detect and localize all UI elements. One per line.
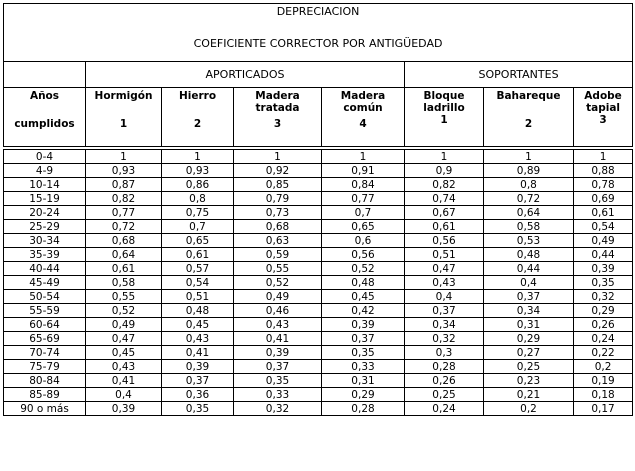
header-hormigon bbox=[86, 88, 162, 147]
table-row bbox=[4, 346, 633, 360]
coefficient-cell: 0,31 bbox=[322, 374, 405, 388]
years-cell: 90 o más bbox=[4, 402, 86, 416]
coefficient-cell: 0,28 bbox=[322, 402, 405, 416]
coefficient-cell: 0,34 bbox=[405, 318, 484, 332]
header-madera-tratada-number: 3 bbox=[273, 118, 282, 130]
coefficient-cell: 0,87 bbox=[86, 178, 162, 192]
years-cell: 35-39 bbox=[4, 248, 86, 262]
coefficient-cell: 0,93 bbox=[162, 164, 234, 178]
coefficient-cell: 0,56 bbox=[405, 234, 484, 248]
coefficient-cell: 0,32 bbox=[574, 290, 633, 304]
depreciation-table bbox=[3, 3, 633, 416]
years-cell: 75-79 bbox=[4, 360, 86, 374]
coefficient-cell: 0,48 bbox=[162, 304, 234, 318]
header-hierro-number: 2 bbox=[193, 118, 202, 130]
header-hormigon-number: 1 bbox=[119, 118, 128, 130]
coefficient-cell: 0,52 bbox=[234, 276, 322, 290]
coefficient-cell: 0,2 bbox=[574, 360, 633, 374]
years-cell: 85-89 bbox=[4, 388, 86, 402]
coefficient-cell: 0,41 bbox=[162, 346, 234, 360]
years-cell: 45-49 bbox=[4, 276, 86, 290]
coefficient-cell: 0,37 bbox=[322, 332, 405, 346]
coefficient-cell: 0,84 bbox=[322, 178, 405, 192]
table-row bbox=[4, 332, 633, 346]
coefficient-cell: 1 bbox=[234, 150, 322, 164]
years-cell: 25-29 bbox=[4, 220, 86, 234]
coefficient-cell: 0,27 bbox=[484, 346, 574, 360]
coefficient-cell: 0,48 bbox=[322, 276, 405, 290]
table-body bbox=[4, 4, 633, 416]
coefficient-cell: 0,89 bbox=[484, 164, 574, 178]
header-madera-comun-number: 4 bbox=[359, 118, 367, 130]
coefficient-cell: 0,54 bbox=[162, 276, 234, 290]
years-cell: 20-24 bbox=[4, 206, 86, 220]
coefficient-cell: 0,51 bbox=[405, 248, 484, 262]
group-aporticados: APORTICADOS bbox=[86, 62, 405, 88]
coefficient-cell: 0,25 bbox=[405, 388, 484, 402]
coefficient-cell: 0,44 bbox=[574, 248, 633, 262]
coefficient-cell: 0,24 bbox=[405, 402, 484, 416]
coefficient-cell: 0,23 bbox=[484, 374, 574, 388]
header-bloque-ladrillo-number: 1 bbox=[440, 114, 448, 126]
table-row bbox=[4, 262, 633, 276]
table-row bbox=[4, 234, 633, 248]
coefficient-cell: 0,26 bbox=[574, 318, 633, 332]
coefficient-cell: 0,49 bbox=[86, 318, 162, 332]
coefficient-cell: 0,54 bbox=[574, 220, 633, 234]
coefficient-cell: 0,61 bbox=[86, 262, 162, 276]
years-cell: 60-64 bbox=[4, 318, 86, 332]
coefficient-cell: 0,68 bbox=[86, 234, 162, 248]
coefficient-cell: 0,61 bbox=[162, 248, 234, 262]
header-bahareque-number: 2 bbox=[524, 118, 533, 130]
coefficient-cell: 0,52 bbox=[86, 304, 162, 318]
table-row bbox=[4, 374, 633, 388]
coefficient-cell: 1 bbox=[86, 150, 162, 164]
coefficient-cell: 0,74 bbox=[405, 192, 484, 206]
header-hierro bbox=[162, 88, 234, 147]
years-cell: 80-84 bbox=[4, 374, 86, 388]
coefficient-cell: 0,32 bbox=[405, 332, 484, 346]
coefficient-cell: 0,2 bbox=[484, 402, 574, 416]
years-cell: 15-19 bbox=[4, 192, 86, 206]
coefficient-cell: 0,49 bbox=[574, 234, 633, 248]
coefficient-cell: 1 bbox=[322, 150, 405, 164]
coefficient-cell: 0,28 bbox=[405, 360, 484, 374]
table-row bbox=[4, 318, 633, 332]
coefficient-cell: 0,29 bbox=[574, 304, 633, 318]
coefficient-cell: 0,65 bbox=[162, 234, 234, 248]
coefficient-cell: 0,39 bbox=[86, 402, 162, 416]
header-bahareque-label: Bahareque bbox=[496, 90, 561, 102]
header-years-line1: Años bbox=[29, 90, 60, 102]
coefficient-cell: 1 bbox=[162, 150, 234, 164]
coefficient-cell: 0,58 bbox=[484, 220, 574, 234]
coefficient-cell: 0,86 bbox=[162, 178, 234, 192]
coefficient-cell: 0,42 bbox=[322, 304, 405, 318]
table-row bbox=[4, 248, 633, 262]
table-row bbox=[4, 178, 633, 192]
header-madera-comun bbox=[322, 88, 405, 147]
coefficient-cell: 0,85 bbox=[234, 178, 322, 192]
table-subtitle: COEFICIENTE CORRECTOR POR ANTIGÜEDAD bbox=[4, 26, 633, 62]
coefficient-cell: 0,73 bbox=[234, 206, 322, 220]
coefficient-cell: 1 bbox=[405, 150, 484, 164]
coefficient-cell: 0,44 bbox=[484, 262, 574, 276]
header-hierro-label: Hierro bbox=[178, 90, 217, 102]
years-cell: 0-4 bbox=[4, 150, 86, 164]
coefficient-cell: 0,35 bbox=[234, 374, 322, 388]
coefficient-cell: 0,65 bbox=[322, 220, 405, 234]
coefficient-cell: 0,59 bbox=[234, 248, 322, 262]
coefficient-cell: 0,18 bbox=[574, 388, 633, 402]
group-soportantes: SOPORTANTES bbox=[405, 62, 633, 88]
coefficient-cell: 0,52 bbox=[322, 262, 405, 276]
years-cell: 4-9 bbox=[4, 164, 86, 178]
coefficient-cell: 0,8 bbox=[162, 192, 234, 206]
table-row bbox=[4, 402, 633, 416]
coefficient-cell: 0,67 bbox=[405, 206, 484, 220]
coefficient-cell: 0,31 bbox=[484, 318, 574, 332]
header-bloque-ladrillo bbox=[405, 88, 484, 147]
coefficient-cell: 0,37 bbox=[405, 304, 484, 318]
coefficient-cell: 0,4 bbox=[86, 388, 162, 402]
coefficient-cell: 0,3 bbox=[405, 346, 484, 360]
coefficient-cell: 0,41 bbox=[86, 374, 162, 388]
coefficient-cell: 0,61 bbox=[405, 220, 484, 234]
header-years-line2: cumplidos bbox=[14, 118, 75, 130]
coefficient-cell: 0,7 bbox=[162, 220, 234, 234]
coefficient-cell: 0,63 bbox=[234, 234, 322, 248]
coefficient-cell: 0,22 bbox=[574, 346, 633, 360]
coefficient-cell: 0,43 bbox=[234, 318, 322, 332]
table-row bbox=[4, 192, 633, 206]
coefficient-cell: 0,32 bbox=[234, 402, 322, 416]
header-madera-tratada bbox=[234, 88, 322, 147]
header-bloque-ladrillo-label: Bloque ladrillo bbox=[423, 90, 465, 114]
coefficient-cell: 0,69 bbox=[574, 192, 633, 206]
table-row bbox=[4, 150, 633, 164]
header-madera-tratada-label: Madera tratada bbox=[255, 90, 300, 114]
coefficient-cell: 0,33 bbox=[322, 360, 405, 374]
coefficient-cell: 0,58 bbox=[86, 276, 162, 290]
header-madera-comun-label: Madera común bbox=[340, 90, 386, 114]
coefficient-cell: 0,61 bbox=[574, 206, 633, 220]
coefficient-cell: 0,29 bbox=[484, 332, 574, 346]
table-row bbox=[4, 276, 633, 290]
table-row bbox=[4, 388, 633, 402]
header-years bbox=[4, 88, 86, 147]
depreciation-document bbox=[3, 3, 632, 416]
coefficient-cell: 0,39 bbox=[322, 318, 405, 332]
coefficient-cell: 0,17 bbox=[574, 402, 633, 416]
coefficient-cell: 0,25 bbox=[484, 360, 574, 374]
coefficient-cell: 1 bbox=[574, 150, 633, 164]
coefficient-cell: 0,7 bbox=[322, 206, 405, 220]
coefficient-cell: 0,47 bbox=[86, 332, 162, 346]
coefficient-cell: 0,56 bbox=[322, 248, 405, 262]
table-row bbox=[4, 290, 633, 304]
coefficient-cell: 0,43 bbox=[162, 332, 234, 346]
coefficient-cell: 0,43 bbox=[405, 276, 484, 290]
coefficient-cell: 0,88 bbox=[574, 164, 633, 178]
coefficient-cell: 0,55 bbox=[86, 290, 162, 304]
coefficient-cell: 0,47 bbox=[405, 262, 484, 276]
coefficient-cell: 0,9 bbox=[405, 164, 484, 178]
coefficient-cell: 0,91 bbox=[322, 164, 405, 178]
coefficient-cell: 0,72 bbox=[484, 192, 574, 206]
coefficient-cell: 0,93 bbox=[86, 164, 162, 178]
coefficient-cell: 0,39 bbox=[574, 262, 633, 276]
table-row bbox=[4, 164, 633, 178]
coefficient-cell: 0,79 bbox=[234, 192, 322, 206]
coefficient-cell: 0,64 bbox=[484, 206, 574, 220]
coefficient-cell: 0,48 bbox=[484, 248, 574, 262]
coefficient-cell: 0,57 bbox=[162, 262, 234, 276]
coefficient-cell: 0,43 bbox=[86, 360, 162, 374]
coefficient-cell: 0,77 bbox=[86, 206, 162, 220]
coefficient-cell: 0,19 bbox=[574, 374, 633, 388]
table-row bbox=[4, 304, 633, 318]
years-cell: 10-14 bbox=[4, 178, 86, 192]
coefficient-cell: 0,49 bbox=[234, 290, 322, 304]
years-cell: 40-44 bbox=[4, 262, 86, 276]
header-adobe-tapial bbox=[574, 88, 633, 147]
header-adobe-tapial-number: 3 bbox=[599, 114, 607, 126]
coefficient-cell: 0,34 bbox=[484, 304, 574, 318]
coefficient-cell: 0,4 bbox=[484, 276, 574, 290]
coefficient-cell: 0,8 bbox=[484, 178, 574, 192]
coefficient-cell: 0,82 bbox=[405, 178, 484, 192]
coefficient-cell: 0,26 bbox=[405, 374, 484, 388]
coefficient-cell: 0,37 bbox=[234, 360, 322, 374]
coefficient-cell: 0,37 bbox=[162, 374, 234, 388]
coefficient-cell: 0,24 bbox=[574, 332, 633, 346]
coefficient-cell: 0,72 bbox=[86, 220, 162, 234]
years-cell: 70-74 bbox=[4, 346, 86, 360]
coefficient-cell: 1 bbox=[484, 150, 574, 164]
coefficient-cell: 0,92 bbox=[234, 164, 322, 178]
table-row bbox=[4, 360, 633, 374]
years-cell: 30-34 bbox=[4, 234, 86, 248]
coefficient-cell: 0,36 bbox=[162, 388, 234, 402]
years-cell: 50-54 bbox=[4, 290, 86, 304]
coefficient-cell: 0,4 bbox=[405, 290, 484, 304]
table-title: DEPRECIACION bbox=[4, 4, 633, 27]
coefficient-cell: 0,45 bbox=[322, 290, 405, 304]
coefficient-cell: 0,64 bbox=[86, 248, 162, 262]
coefficient-cell: 0,21 bbox=[484, 388, 574, 402]
header-hormigon-label: Hormigón bbox=[94, 90, 153, 102]
coefficient-cell: 0,55 bbox=[234, 262, 322, 276]
coefficient-cell: 0,37 bbox=[484, 290, 574, 304]
coefficient-cell: 0,33 bbox=[234, 388, 322, 402]
coefficient-cell: 0,45 bbox=[162, 318, 234, 332]
years-cell: 65-69 bbox=[4, 332, 86, 346]
coefficient-cell: 0,45 bbox=[86, 346, 162, 360]
coefficient-cell: 0,51 bbox=[162, 290, 234, 304]
coefficient-cell: 0,41 bbox=[234, 332, 322, 346]
coefficient-cell: 0,35 bbox=[322, 346, 405, 360]
coefficient-cell: 0,46 bbox=[234, 304, 322, 318]
coefficient-cell: 0,35 bbox=[162, 402, 234, 416]
coefficient-cell: 0,53 bbox=[484, 234, 574, 248]
coefficient-cell: 0,68 bbox=[234, 220, 322, 234]
coefficient-cell: 0,82 bbox=[86, 192, 162, 206]
coefficient-cell: 0,75 bbox=[162, 206, 234, 220]
coefficient-cell: 0,35 bbox=[574, 276, 633, 290]
coefficient-cell: 0,78 bbox=[574, 178, 633, 192]
coefficient-cell: 0,6 bbox=[322, 234, 405, 248]
table-row bbox=[4, 206, 633, 220]
years-cell: 55-59 bbox=[4, 304, 86, 318]
header-bahareque bbox=[484, 88, 574, 147]
coefficient-cell: 0,39 bbox=[162, 360, 234, 374]
coefficient-cell: 0,77 bbox=[322, 192, 405, 206]
coefficient-cell: 0,29 bbox=[322, 388, 405, 402]
coefficient-cell: 0,39 bbox=[234, 346, 322, 360]
table-row bbox=[4, 220, 633, 234]
header-adobe-tapial-label: Adobe tapial bbox=[584, 90, 622, 114]
group-empty-cell bbox=[4, 62, 86, 88]
